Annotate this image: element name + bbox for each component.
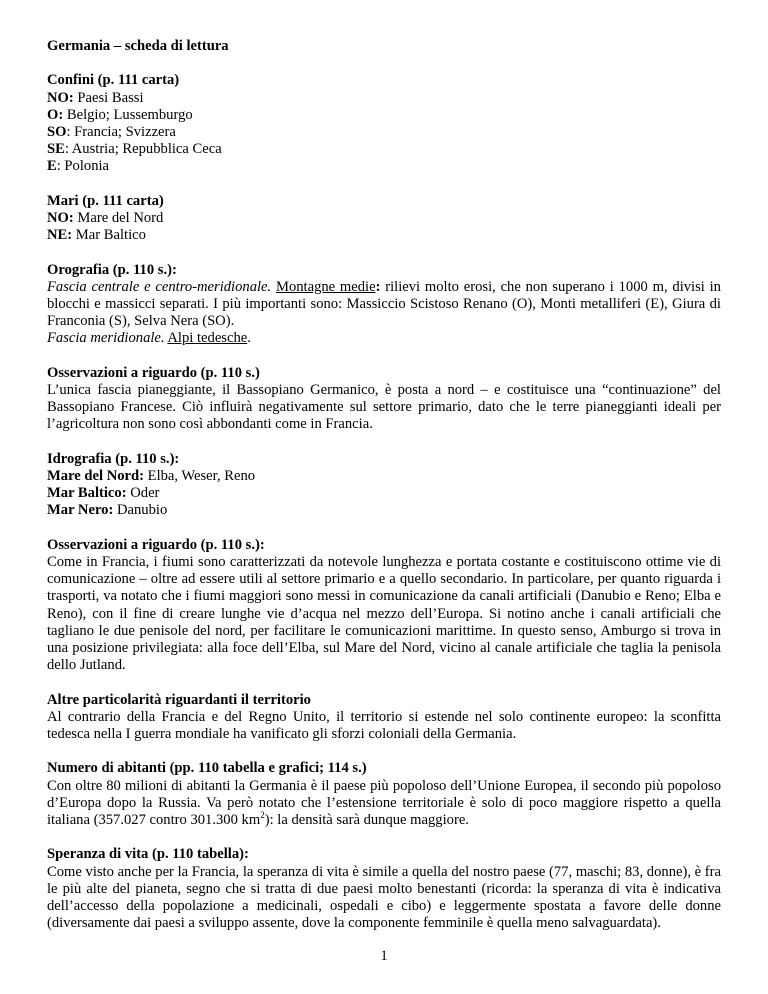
list-item-text: : Polonia — [56, 158, 110, 175]
direction-label: SO — [47, 124, 67, 140]
paragraph-text: . — [247, 330, 251, 347]
document-title-block — [47, 38, 721, 55]
list-item-text: Oder — [126, 485, 160, 502]
sea-label: Mar Baltico: — [47, 485, 127, 502]
direction-label: E — [47, 158, 57, 175]
section-altre-particolarita — [47, 692, 721, 744]
paragraph-text: L’unica fascia pianeggiante, il Bassopiano Germanico, è posta a nord – e costituisce una “continuazione” del Bassopiano Francese. Ciò influirà negativamente sul settore primario, dato che le terre pianeggianti ideali per l’agricoltura non sono così abbondanti come in Francia. — [47, 382, 721, 433]
direction-label: NO: — [47, 89, 74, 106]
paragraph-text: ): la densità sarà dunque maggiore. — [264, 812, 469, 829]
subsection-label: Fascia meridionale. — [47, 330, 165, 347]
section-abitanti — [47, 760, 721, 829]
paragraph-text: Con oltre 80 milioni di abitanti la Germania è il paese più popoloso dell’Unione Europea, il secondo più popoloso d’Europa dopo la Russia. Va però notato che l’estensione territoriale è solo di poco maggiore rispetto a quella italiana (357.027 contro 301.300 km — [47, 777, 721, 829]
section-mari — [47, 193, 721, 245]
list-item-text: Belgio; Lussemburgo — [63, 106, 193, 123]
sea-label: Mare del Nord: — [47, 468, 144, 484]
direction-label: SE — [47, 141, 65, 158]
list-item-text: Paesi Bassi — [73, 89, 144, 106]
paragraph-text: Come in Francia, i fiumi sono caratterizzati da notevole lunghezza e portata costante e costituiscono ottime vie di comunicazione – oltre ad essere utili al settore primario e a quello secondario. In particolare, per quanto riguarda i trasporti, va notato che i fiumi maggiori sono messi in comunicazione da canali artificiali (Danubio e Reno; Elba e Reno), con il fine di creare lunghe vie d’acqua nel mezzo dell’Europa. Si notino anche i canali artificiali che tagliano le due penisole del nord, per facilitare le comunicazioni marittime. In questo senso, Amburgo si trova in una posizione privilegiata: alla foce dell’Elba, sul Mare del Nord, vicino al canale artificiale che taglia la penisola dello Jutland. — [47, 554, 721, 674]
list-item — [47, 210, 721, 227]
direction-label: NE: — [47, 227, 73, 244]
list-item-text: : Austria; Repubblica Ceca — [64, 141, 222, 158]
colon-mark: : — [375, 278, 381, 295]
direction-label: O: — [47, 106, 64, 123]
underlined-term: Alpi tedesche — [167, 330, 248, 347]
document-title: Germania – scheda di lettura — [47, 38, 229, 54]
section-heading-osservazioni: Osservazioni a riguardo (p. 110 s.): — [47, 536, 265, 553]
direction-label: NO: — [47, 210, 74, 226]
section-heading-altre: Altre particolarità riguardanti il territorio — [47, 691, 311, 708]
list-item — [47, 141, 721, 158]
list-item — [47, 124, 721, 141]
subsection-label: Fascia centrale e centro-meridionale. — [47, 278, 272, 295]
list-item — [47, 107, 721, 124]
paragraph-text: Al contrario della Francia e del Regno Unito, il territorio si estende nel solo continente europeo: la sconfitta tedesca nella I guerra mondiale ha vanificato gli sforzi coloniali della Germania. — [47, 708, 721, 743]
section-osservazioni-orografia — [47, 365, 721, 434]
list-item — [47, 158, 721, 175]
sea-label: Mar Nero: — [47, 502, 114, 519]
list-item — [47, 227, 721, 244]
orografia-paragraph-south — [47, 330, 721, 347]
underlined-term: Montagne medie — [275, 278, 376, 295]
section-idrografia — [47, 451, 721, 520]
section-heading-idrografia: Idrografia (p. 110 s.): — [47, 450, 180, 467]
paragraph-text: Come visto anche per la Francia, la speranza di vita è simile a quella del nostro paese (77, maschi; 83, donne), è fra le più alte del pianeta, segno che si tratta di due paesi molto benestanti (ricorda: la speranza di vita è indicativa dell’accesso della popolazione a medicinali, ospedali e cibo) e leggermente spostata a favore delle donne (diversamente dai paesi a sviluppo assente, dove la componente femminile è quella meno salvaguardata). — [47, 863, 721, 932]
section-heading-abitanti: Numero di abitanti (pp. 110 tabella e grafici; 114 s.) — [47, 760, 367, 777]
paragraph-text: rilievi molto erosi, che non superano i 1000 m, divisi in blocchi e massicci separati. I più importanti sono: Massiccio Scistoso Renano (O), Monti metalliferi (E), Giura di Franconia (S), Selva Nera (SO). — [47, 278, 721, 330]
list-item-text: : Francia; Svizzera — [66, 124, 176, 140]
section-speranza-vita — [47, 846, 721, 932]
section-osservazioni-idrografia — [47, 537, 721, 675]
list-item — [47, 502, 721, 519]
superscript: 2 — [260, 810, 265, 821]
section-heading-osservazioni: Osservazioni a riguardo (p. 110 s.) — [47, 364, 260, 381]
section-heading-mari: Mari (p. 111 carta) — [47, 192, 164, 209]
list-item-text: Mar Baltico — [72, 227, 146, 244]
list-item-text: Elba, Weser, Reno — [144, 468, 256, 484]
orografia-paragraph-central — [47, 279, 721, 331]
section-orografia — [47, 262, 721, 348]
list-item — [47, 485, 721, 502]
section-confini — [47, 72, 721, 175]
list-item-text: Mare del Nord — [73, 210, 164, 226]
page-number: 1 — [380, 948, 388, 964]
list-item-text: Danubio — [113, 502, 168, 519]
list-item — [47, 90, 721, 107]
section-heading-confini: Confini (p. 111 carta) — [47, 72, 180, 89]
section-heading-speranza: Speranza di vita (p. 110 tabella): — [47, 846, 249, 863]
list-item — [47, 468, 721, 485]
section-heading-orografia: Orografia (p. 110 s.): — [47, 261, 177, 278]
